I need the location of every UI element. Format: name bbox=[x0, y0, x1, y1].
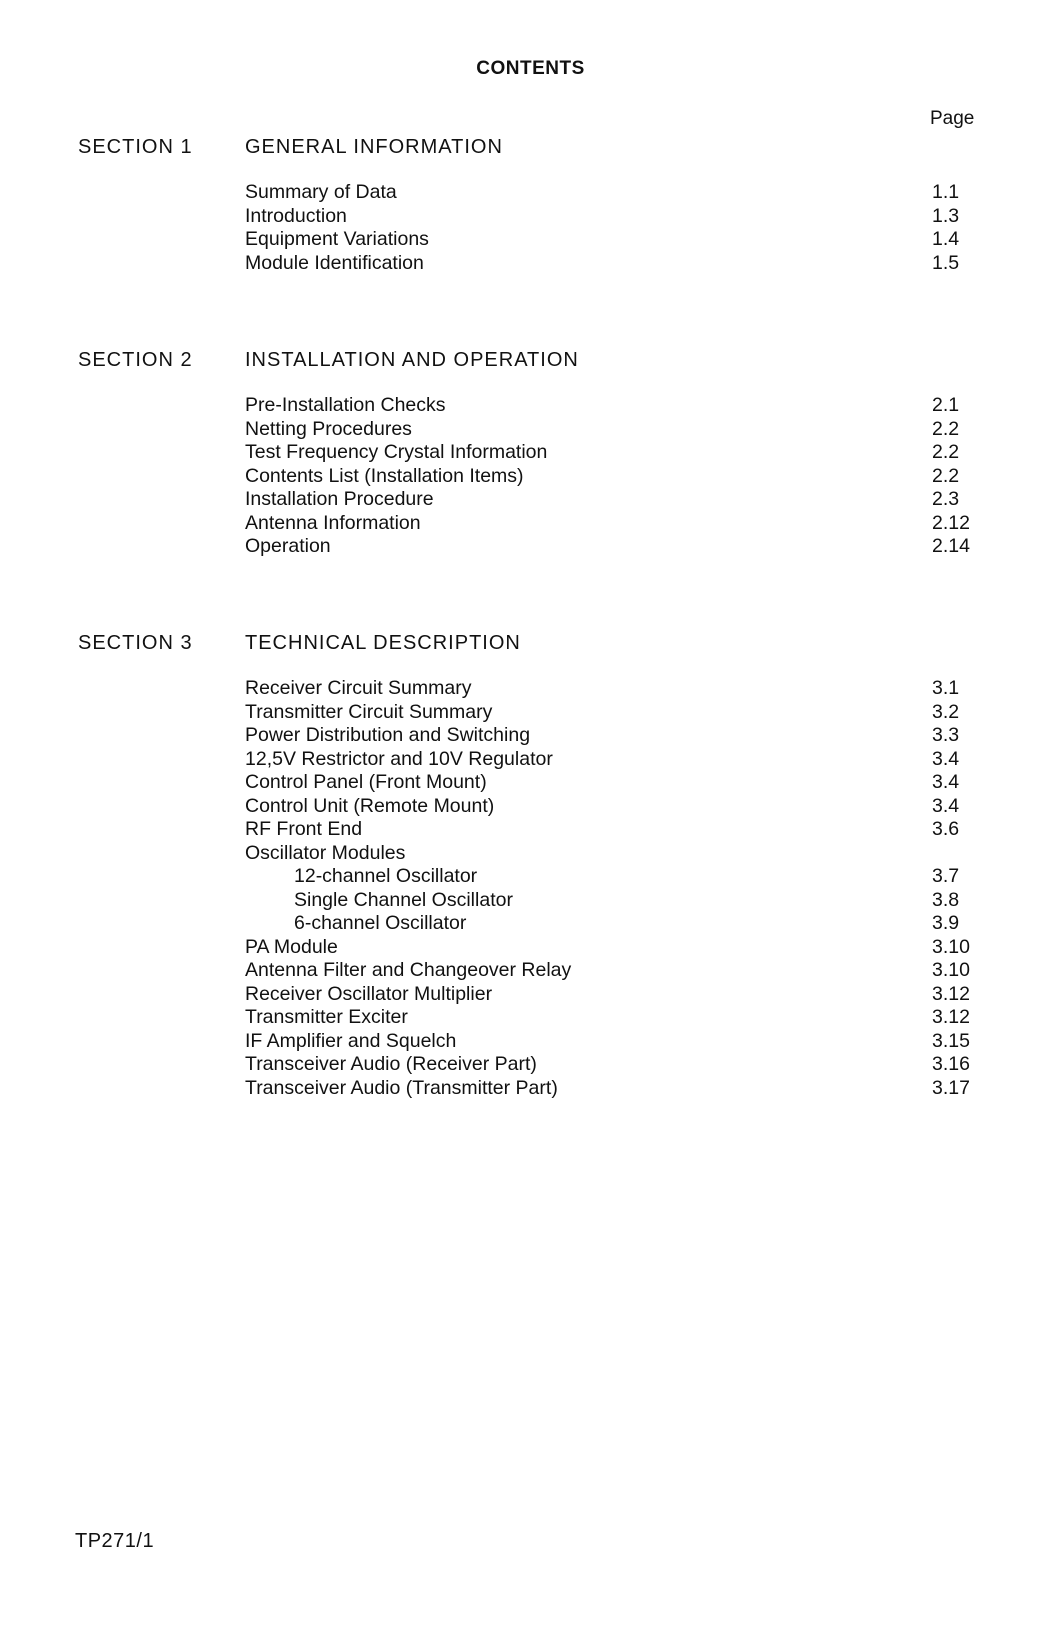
toc-entry-title: Pre-Installation Checks bbox=[245, 394, 446, 416]
toc-entry-title: RF Front End bbox=[245, 818, 363, 840]
toc-entry-title: 12-channel Oscillator bbox=[294, 865, 478, 887]
toc-entry-page: 3.7 bbox=[932, 865, 960, 887]
toc-entry-title: Transmitter Exciter bbox=[245, 1006, 408, 1028]
page-title: CONTENTS bbox=[476, 58, 585, 79]
toc-entry[interactable] bbox=[0, 677, 1061, 701]
toc-entry[interactable] bbox=[0, 983, 1061, 1007]
toc-entry[interactable] bbox=[0, 512, 1061, 536]
toc-entry-page: 3.4 bbox=[932, 771, 960, 793]
section-2-label: SECTION 2 bbox=[78, 349, 193, 371]
toc-entry-title: Transceiver Audio (Receiver Part) bbox=[245, 1053, 537, 1075]
toc-entry-title: Control Unit (Remote Mount) bbox=[245, 794, 495, 817]
toc-entry-page: 2.2 bbox=[932, 464, 960, 487]
toc-entry-page: 2.1 bbox=[932, 394, 960, 416]
toc-entry-title: Contents List (Installation Items) bbox=[245, 464, 524, 487]
toc-entry[interactable] bbox=[0, 724, 1061, 748]
toc-entry-page: 3.17 bbox=[932, 1076, 970, 1099]
page-column-label: Page bbox=[930, 108, 975, 129]
toc-entry-page: 3.4 bbox=[932, 794, 960, 817]
toc-entry-page: 3.2 bbox=[932, 700, 960, 723]
toc-entry[interactable] bbox=[0, 959, 1061, 983]
toc-entry[interactable] bbox=[0, 865, 1061, 889]
toc-entry-title: Receiver Oscillator Multiplier bbox=[245, 982, 493, 1005]
toc-entry[interactable] bbox=[0, 701, 1061, 725]
toc-entry-title: Introduction bbox=[245, 204, 347, 227]
toc-entry-page: 1.3 bbox=[932, 204, 960, 227]
toc-entry-title: Transceiver Audio (Transmitter Part) bbox=[245, 1076, 558, 1099]
toc-entry-page: 3.6 bbox=[932, 818, 960, 840]
section-2-heading: INSTALLATION AND OPERATION bbox=[245, 349, 579, 371]
toc-entry-title: Control Panel (Front Mount) bbox=[245, 771, 487, 793]
toc-entry[interactable] bbox=[0, 912, 1061, 936]
toc-entry-page: 3.15 bbox=[932, 1029, 970, 1052]
toc-entry[interactable] bbox=[0, 1053, 1061, 1077]
toc-entry-page: 2.14 bbox=[932, 535, 970, 557]
toc-entry-title: IF Amplifier and Squelch bbox=[245, 1029, 457, 1052]
toc-entry-page: 3.4 bbox=[932, 747, 960, 770]
toc-entry-page: 1.1 bbox=[932, 181, 960, 203]
toc-entry[interactable] bbox=[0, 795, 1061, 819]
toc-entry[interactable] bbox=[0, 228, 1061, 252]
section-1-entries bbox=[0, 181, 1061, 275]
toc-entry[interactable] bbox=[0, 1077, 1061, 1101]
toc-entry-page: 3.10 bbox=[932, 959, 970, 981]
toc-entry[interactable] bbox=[0, 394, 1061, 418]
toc-entry-title: Oscillator Modules bbox=[245, 841, 406, 864]
toc-entry-page: 3.1 bbox=[932, 677, 960, 699]
toc-entry[interactable] bbox=[0, 889, 1061, 913]
toc-entry-page: 2.2 bbox=[932, 441, 960, 463]
section-3-entries bbox=[0, 677, 1061, 1100]
toc-entry-page: 3.8 bbox=[932, 888, 960, 911]
toc-entry-title: Netting Procedures bbox=[245, 417, 412, 440]
toc-entry-title: Summary of Data bbox=[245, 181, 397, 203]
toc-entry-title: Operation bbox=[245, 535, 331, 557]
toc-entry-page: 3.12 bbox=[932, 1006, 970, 1028]
section-1-label: SECTION 1 bbox=[78, 136, 193, 158]
toc-entry[interactable] bbox=[0, 842, 1061, 866]
section-2-entries bbox=[0, 394, 1061, 559]
toc-entry-page: 3.9 bbox=[932, 912, 960, 934]
toc-entry[interactable] bbox=[0, 936, 1061, 960]
section-3-heading: TECHNICAL DESCRIPTION bbox=[245, 632, 521, 654]
toc-entry-title: Power Distribution and Switching bbox=[245, 724, 531, 746]
toc-entry[interactable] bbox=[0, 818, 1061, 842]
toc-entry-title: Antenna Information bbox=[245, 511, 421, 534]
toc-entry-title: 6-channel Oscillator bbox=[294, 912, 467, 934]
toc-entry-page: 1.4 bbox=[932, 228, 960, 250]
toc-entry[interactable] bbox=[0, 535, 1061, 559]
toc-entry-title: Module Identification bbox=[245, 251, 424, 274]
toc-entry-title: Antenna Filter and Changeover Relay bbox=[245, 959, 572, 981]
toc-entry[interactable] bbox=[0, 771, 1061, 795]
document-code: TP271/1 bbox=[75, 1530, 155, 1552]
toc-entry-page: 1.5 bbox=[932, 251, 960, 274]
toc-entry-page: 3.10 bbox=[932, 935, 970, 958]
toc-entry[interactable] bbox=[0, 465, 1061, 489]
toc-entry-page: 3.12 bbox=[932, 982, 970, 1005]
toc-entry-page: 2.3 bbox=[932, 488, 960, 510]
toc-entry-title: Receiver Circuit Summary bbox=[245, 677, 472, 699]
toc-entry-page: 2.2 bbox=[932, 417, 960, 440]
toc-entry-title: Equipment Variations bbox=[245, 228, 429, 250]
toc-entry[interactable] bbox=[0, 205, 1061, 229]
toc-entry-title: 12,5V Restrictor and 10V Regulator bbox=[245, 747, 553, 770]
toc-entry-title: Installation Procedure bbox=[245, 488, 434, 510]
toc-entry-title: Single Channel Oscillator bbox=[294, 888, 513, 911]
toc-entry[interactable] bbox=[0, 418, 1061, 442]
toc-entry-title: Test Frequency Crystal Information bbox=[245, 441, 548, 463]
toc-entry-title: Transmitter Circuit Summary bbox=[245, 700, 493, 723]
toc-entry[interactable] bbox=[0, 252, 1061, 276]
toc-entry-page: 3.3 bbox=[932, 724, 960, 746]
toc-entry-page: 3.16 bbox=[932, 1053, 970, 1075]
toc-entry[interactable] bbox=[0, 441, 1061, 465]
toc-entry-title: PA Module bbox=[245, 935, 338, 958]
section-3-label: SECTION 3 bbox=[78, 632, 193, 654]
section-1-heading: GENERAL INFORMATION bbox=[245, 136, 503, 158]
toc-entry[interactable] bbox=[0, 748, 1061, 772]
toc-entry[interactable] bbox=[0, 1006, 1061, 1030]
toc-entry[interactable] bbox=[0, 1030, 1061, 1054]
toc-entry[interactable] bbox=[0, 488, 1061, 512]
toc-entry[interactable] bbox=[0, 181, 1061, 205]
toc-entry-page: 2.12 bbox=[932, 511, 970, 534]
